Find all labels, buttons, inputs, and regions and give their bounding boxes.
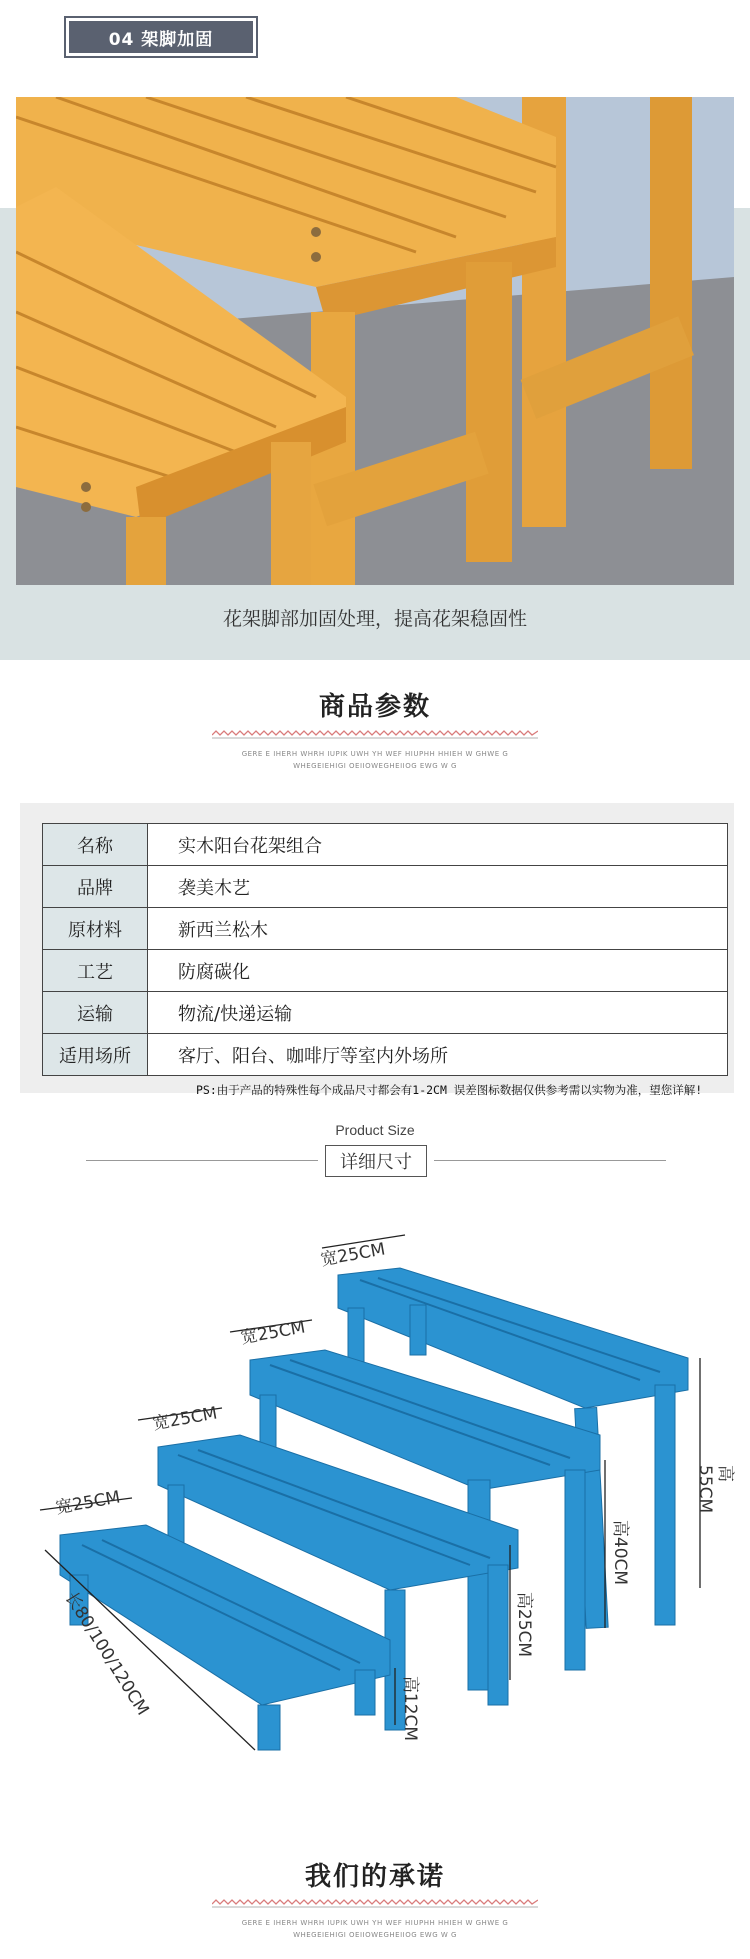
size-divider-right [434, 1160, 666, 1161]
size-disclaimer: PS:由于产品的特殊性每个成品尺寸都会有1-2CM 误差图标数据仅供参考需以实物为准，望您详解! [196, 1083, 703, 1097]
width-label-2: 宽25CM [151, 1403, 219, 1435]
promise-subtitle-2: WHEGEIEHIGI OEIIOWEGHEIIOG EWG W G [293, 1931, 457, 1939]
height-label-12: 高12CM [400, 1675, 421, 1742]
spec-key: 原材料 [43, 908, 148, 950]
height-label-40: 高40CM [610, 1519, 631, 1586]
section-tag [64, 16, 258, 58]
size-title-en: Product Size [335, 1122, 415, 1138]
table-row [43, 992, 728, 1034]
table-row [43, 1034, 728, 1076]
zigzag-divider [212, 1898, 538, 1908]
table-row [43, 824, 728, 866]
params-subtitle-1: GERE E IHERH WHRH IUPIK UWH YH WEF HIUPHH HHIEH W GHWE G [241, 750, 509, 758]
spec-key: 适用场所 [43, 1034, 148, 1076]
promise-subtitle-1: GERE E IHERH WHRH IUPIK UWH YH WEF HIUPHH HHIEH W GHWE G [241, 1919, 509, 1927]
wooden-shelf-photo [16, 97, 734, 585]
length-label: 长80/100/120CM [60, 1588, 153, 1720]
spec-value: 物流/快递运输 [148, 992, 728, 1034]
size-divider-left [86, 1160, 318, 1161]
params-title: 商品参数 [318, 692, 431, 722]
width-label-top: 宽25CM [319, 1239, 387, 1271]
spec-value: 新西兰松木 [148, 908, 728, 950]
table-row [43, 866, 728, 908]
hero-caption: 花架脚部加固处理，提高花架稳固性 [222, 608, 527, 630]
size-title-cn: 详细尺寸 [325, 1145, 427, 1177]
spec-value: 袭美木艺 [148, 866, 728, 908]
section-tag-label: 04 架脚加固 [69, 21, 253, 53]
promise-title: 我们的承诺 [304, 1862, 445, 1892]
height-label-55: 高55CM [695, 1465, 735, 1514]
spec-value: 防腐碳化 [148, 950, 728, 992]
width-label-3: 宽25CM [239, 1317, 307, 1349]
spec-table [42, 823, 728, 1076]
spec-value: 客厅、阳台、咖啡厅等室内外场所 [148, 1034, 728, 1076]
spec-key: 运输 [43, 992, 148, 1034]
spec-value: 实木阳台花架组合 [148, 824, 728, 866]
width-label-1: 宽25CM [54, 1487, 122, 1519]
spec-key: 工艺 [43, 950, 148, 992]
table-row [43, 908, 728, 950]
zigzag-divider [212, 729, 538, 739]
spec-key: 品牌 [43, 866, 148, 908]
height-label-25: 高25CM [514, 1591, 535, 1658]
params-subtitle-2: WHEGEIEHIGI OEIIOWEGHEIIOG EWG W G [293, 762, 457, 770]
spec-key: 名称 [43, 824, 148, 866]
table-row [43, 950, 728, 992]
